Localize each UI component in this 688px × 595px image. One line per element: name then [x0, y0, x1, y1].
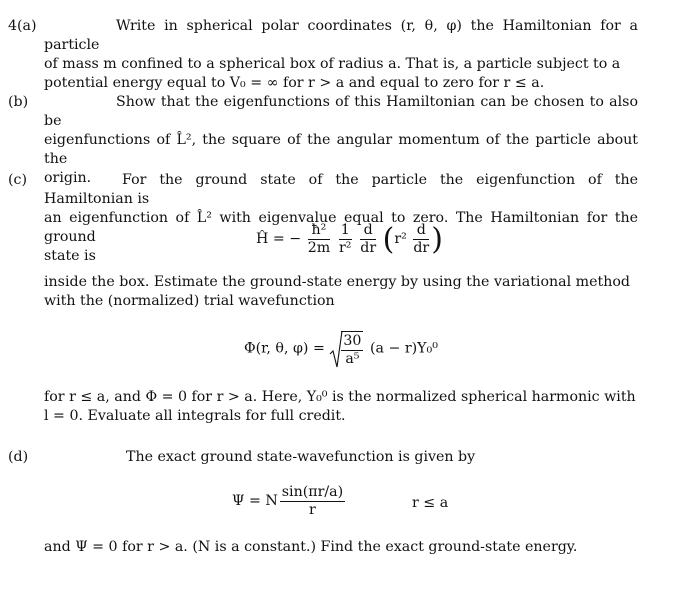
part-b-line3: origin. — [44, 170, 92, 186]
hamiltonian-lhs: Ĥ = − — [256, 231, 302, 247]
psi-lhs: Ψ = N — [232, 493, 278, 509]
dr-denominator: dr — [360, 240, 377, 256]
part-a-label: 4(a) — [8, 18, 37, 34]
part-d-line2: and Ψ = 0 for r > a. (N is a constant.) Find the exact ground-state energy. — [44, 539, 578, 555]
part-c-label: (c) — [8, 172, 28, 188]
part-a-line3: potential energy equal to V₀ = ∞ for r > a and equal to zero for r ≤ a. — [44, 75, 545, 91]
two-m: 2m — [307, 240, 331, 256]
part-a-line1: Write in spherical polar coordinates (r, θ, φ) the Hamiltonian for a particle — [44, 18, 638, 53]
part-c-line7: l = 0. Evaluate all integrals for full credit. — [44, 408, 346, 424]
hamiltonian-equation: Ĥ = − $\frac{\text{ħ²}}{2m}$ $\frac{1}{\text{r²}}$ $\frac{d}{dr}$ (r² $\frac{d}{dr}$ ) — [256, 222, 443, 257]
trial-wavefunction — [244, 329, 438, 369]
part-c-text-3 — [44, 388, 638, 426]
part-c-line3: state is — [44, 248, 96, 264]
psi-num: sin(πr/a) — [281, 484, 344, 500]
part-c-line4: inside the box. Estimate the ground-state energy by using the variational method — [44, 274, 630, 290]
hbar-squared: ħ² — [308, 222, 330, 240]
r-squared-inner: r² — [394, 231, 407, 247]
part-a-text — [44, 17, 638, 93]
phi-norm-den: a⁵ — [345, 350, 360, 367]
psi-condition: r ≤ a — [412, 495, 449, 511]
phi-rhs: (a − r)Y₀⁰ — [369, 340, 438, 357]
part-d-line1: The exact ground state-wavefunction is given by — [126, 449, 476, 465]
phi-lhs: Φ(r, θ, φ) = — [244, 340, 325, 357]
part-c-line5: with the (normalized) trial wavefunction — [44, 293, 335, 309]
d-numerator-inner: d — [413, 222, 429, 240]
psi-den: r — [309, 502, 316, 518]
part-d-label: (d) — [8, 449, 29, 465]
part-b-line2: eigenfunctions of L̂², the square of the angular momentum of the particle about the — [44, 132, 638, 167]
part-b-label: (b) — [8, 94, 29, 110]
r-squared-den: r² — [338, 240, 352, 256]
part-c-line1: For the ground state of the particle the eigenfunction of the Hamiltonian is — [44, 172, 638, 207]
one-numerator: 1 — [340, 222, 350, 238]
d-numerator: d — [360, 222, 376, 240]
square-root — [329, 329, 365, 369]
part-c-text-2 — [44, 273, 638, 311]
part-b-line1: Show that the eigenfunctions of this Hamiltonian can be chosen to also be — [44, 94, 638, 129]
dr-denominator-inner: dr — [413, 240, 430, 256]
part-c-line6: for r ≤ a, and Φ = 0 for r > a. Here, Y₀⁰ is the normalized spherical harmonic with — [44, 389, 636, 405]
part-a-line2: of mass m confined to a spherical box of radius a. That is, a particle subject to a — [44, 56, 621, 72]
phi-norm-num: 30 — [343, 332, 362, 349]
part-c-line2: an eigenfunction of L̂² with eigenvalue equal to zero. The Hamiltonian for the ground — [44, 210, 638, 245]
exact-wavefunction — [232, 484, 347, 519]
